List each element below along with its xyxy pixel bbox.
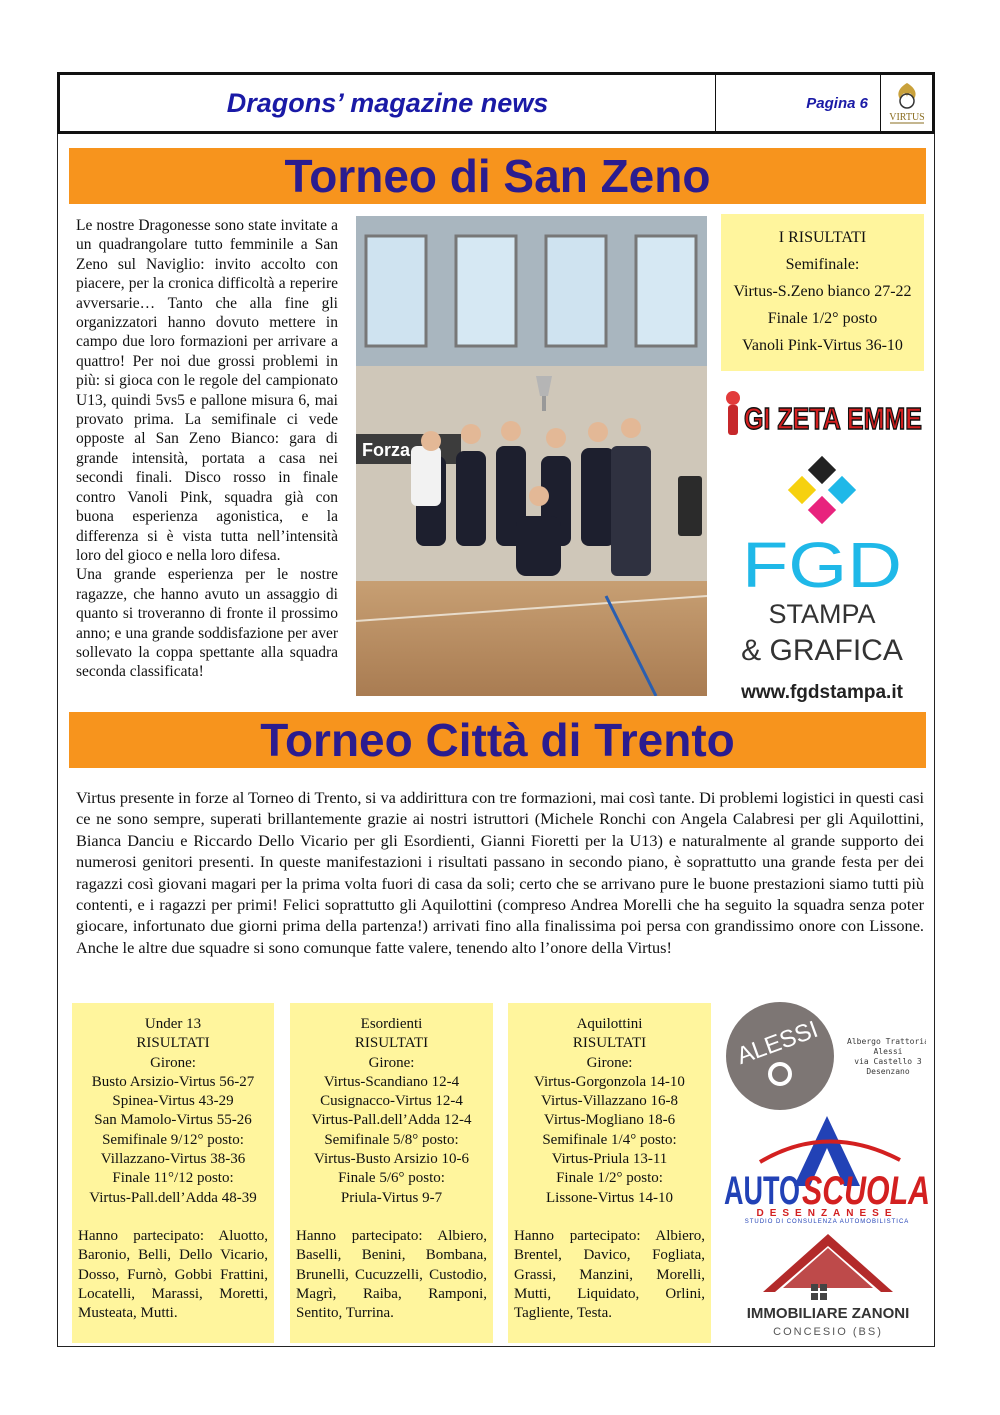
svg-text:STAMPA: STAMPA	[768, 599, 876, 629]
results-line: RISULTATI	[136, 1035, 210, 1052]
team-photo	[356, 216, 707, 696]
svg-text:ALESSI: ALESSI	[733, 1015, 822, 1071]
results-line: Girone:	[368, 1054, 415, 1071]
svg-text:via Castello 3: via Castello 3	[854, 1057, 922, 1066]
magazine-title: Dragons’ magazine news	[60, 75, 716, 131]
under13-results-box	[72, 1003, 274, 1343]
svg-text:Desenzano: Desenzano	[866, 1067, 910, 1076]
svg-text:& GRAFICA: & GRAFICA	[741, 634, 903, 667]
results-line: Semifinale 5/8° posto:	[324, 1131, 459, 1148]
aquilottini-results-box	[508, 1003, 711, 1343]
results-line: San Mamolo-Virtus 55-26	[94, 1112, 252, 1129]
page-number: Pagina 6	[716, 75, 881, 131]
immobiliare-zanoni-ad	[733, 1232, 923, 1340]
svg-text:Alessi: Alessi	[873, 1047, 903, 1056]
svg-text:CONCESIO (BS): CONCESIO (BS)	[773, 1326, 883, 1338]
svg-text:SCUOLA: SCUOLA	[802, 1169, 930, 1213]
article1-paragraph: Una grande esperienza per le nostre ragazze, che hanno avuto un assaggio di quanto si troveranno di fronte il prossimo anno; e una grande soddisfazione per aver sollevato la coppa spettante alla squadra seconda classificata!	[76, 566, 338, 681]
results-heading: I RISULTATI	[778, 229, 867, 246]
participants-list: Hanno partecipato: Albiero, Brentel, Davico, Fogliata, Grassi, Manzini, Morelli, Mutti, Liquidato, Orlini, Tagliente, Testa.	[514, 1227, 705, 1322]
results-line: Vanoli Pink-Virtus 36-10	[742, 337, 903, 354]
results-line: Semifinale 1/4° posto:	[542, 1131, 677, 1148]
results-line: Spinea-Virtus 43-29	[112, 1093, 234, 1110]
svg-text:Albergo Trattoria: Albergo Trattoria	[847, 1037, 926, 1046]
svg-text:Forza: Forza	[362, 440, 411, 460]
results-line: Girone:	[150, 1054, 196, 1071]
results-line: Villazzano-Virtus 38-36	[100, 1151, 246, 1168]
svg-text:www.fgdstampa.it: www.fgdstampa.it	[741, 682, 903, 703]
results-line: Virtus-Busto Arsizio 10-6	[314, 1151, 469, 1168]
article1-title-banner	[69, 148, 926, 204]
article1-paragraph: Le nostre Dragonesse sono state invitate a un quadrangolare tutto femminile a San Zeno sul Naviglio: invito accolto con piacere, per la cronica difficoltà a reperire avversarie… Tanto che alla fine gli organizzatori hanno dovuto mettere in campo due loro formazioni per arrivare a quattro! Per noi due grossi problemi in più: si gioca con le regole del campionato U13, quindi 5vs5 e pallone misura 6, mai provato prima. La semifinale ci vede opposte al San Zeno Bianco: gara di grande intensità, portata a casa nei secondi finali. Disco rosso in finale contro Vanoli Pink, squadra già con buona esperienza agonistica, e la differenza si è vista tutta nell’intensità loro del gioco e nella loro difesa.	[76, 217, 338, 564]
results-line: Aquilottini	[576, 1016, 643, 1032]
results-line: RISULTATI	[354, 1035, 429, 1052]
results-line: Under 13	[144, 1016, 202, 1032]
page-header	[57, 72, 935, 134]
results-line: Virtus-Priula 13-11	[551, 1151, 668, 1168]
article1-results-box	[721, 214, 924, 371]
results-line: Virtus-Pall.dell’Adda 48-39	[89, 1189, 257, 1206]
virtus-logo	[881, 75, 932, 131]
results-line: Busto Arsizio-Virtus 56-27	[91, 1073, 255, 1090]
gizetaemme-ad	[722, 386, 926, 444]
svg-text:AUTO: AUTO	[724, 1169, 800, 1213]
results-line: Finale 1/2° posto	[767, 310, 878, 327]
esordienti-results-box	[290, 1003, 493, 1343]
fgd-ad	[730, 455, 920, 705]
results-line: Priula-Virtus 9-7	[340, 1189, 443, 1206]
svg-text:STUDIO DI CONSULENZA AUTOMOBIL: STUDIO DI CONSULENZA AUTOMOBILISTICA	[744, 1219, 910, 1224]
results-line: Lissone-Virtus 14-10	[545, 1189, 673, 1206]
participants-list: Hanno partecipato: Albiero, Baselli, Benini, Bombana, Brunelli, Cucuzzelli, Custodio, Magrì, Raiba, Ramponi, Sentito, Turrina.	[296, 1227, 487, 1322]
results-line: Virtus-Pall.dell’Adda 12-4	[311, 1112, 472, 1129]
participants-list: Hanno partecipato: Aluotto, Baronio, Belli, Dello Vicario, Dosso, Furnò, Gobbi Frattini, Locatelli, Marassi, Moretti, Musteata, Mutti.	[78, 1227, 268, 1322]
results-line: Virtus-Mogliano 18-6	[543, 1112, 676, 1129]
results-line: Finale 1/2° posto:	[556, 1170, 663, 1187]
results-line: Cusignacco-Virtus 12-4	[320, 1093, 463, 1110]
svg-text:VIRTUS: VIRTUS	[888, 112, 925, 123]
results-line: Semifinale 9/12° posto:	[102, 1131, 244, 1148]
article2-title: Torneo Città di Trento	[260, 714, 735, 766]
results-line: Virtus-Gorgonzola 14-10	[534, 1073, 685, 1090]
article2-body: Virtus presente in forze al Torneo di Trento, si va addirittura con tre formazioni, mai così tante. Di problemi logistici in questi casi ce ne sono sempre, superati brillantemente grazie ai nostri istruttori (Michele Ronchi con Angela Calabresi per gli Aquilottini, Bianca Danciu e Riccardo Dello Vicario per gli Esordienti, Gianni Fioretti per la U13) e naturalmente al grande supporto dei numerosi genitori presenti. In queste manifestazioni i risultati passano in secondo piano, è soprattutto una grande festa per dei ragazzi così giovani magari per la prima volta fuori di casa da soli; certo che se arrivano pure le buone prestazioni siamo tutti più contenti, e i ragazzi per primi! Felici soprattutto gli Aquilottini (compreso Andrea Morelli che ha seguito la squadra senza poter giocare, infortunato due giorni prima della partenza!) arrivati fino alla finalissima poi persa con grandissimo onore con Lissone. Anche le altre due squadre si sono comunque fatte valere, tenendo alto l’onore della Virtus!	[76, 788, 924, 957]
results-line: Semifinale:	[785, 256, 860, 273]
svg-text:GI ZETA EMME: GI ZETA EMME	[744, 401, 922, 436]
results-line: Esordienti	[360, 1016, 423, 1032]
article2-title-banner	[69, 712, 926, 768]
article1-title: Torneo di San Zeno	[284, 150, 711, 202]
results-line: Virtus-Villazzano 16-8	[541, 1093, 678, 1110]
results-line: Finale 5/6° posto:	[338, 1170, 445, 1187]
results-line: Virtus-Scandiano 12-4	[323, 1073, 460, 1090]
results-line: Virtus-S.Zeno bianco 27-22	[733, 283, 912, 300]
alessi-ad	[724, 1000, 926, 1112]
svg-text:DESENZANESE: DESENZANESE	[756, 1208, 898, 1219]
results-line: Girone:	[586, 1054, 633, 1071]
results-line: Finale 11°/12 posto:	[112, 1170, 234, 1187]
article1-text	[76, 216, 338, 682]
results-line: RISULTATI	[572, 1035, 647, 1052]
svg-text:IMMOBILIARE ZANONI: IMMOBILIARE ZANONI	[746, 1305, 910, 1322]
autoscuola-ad	[720, 1112, 934, 1224]
svg-text:FGD: FGD	[742, 529, 902, 601]
